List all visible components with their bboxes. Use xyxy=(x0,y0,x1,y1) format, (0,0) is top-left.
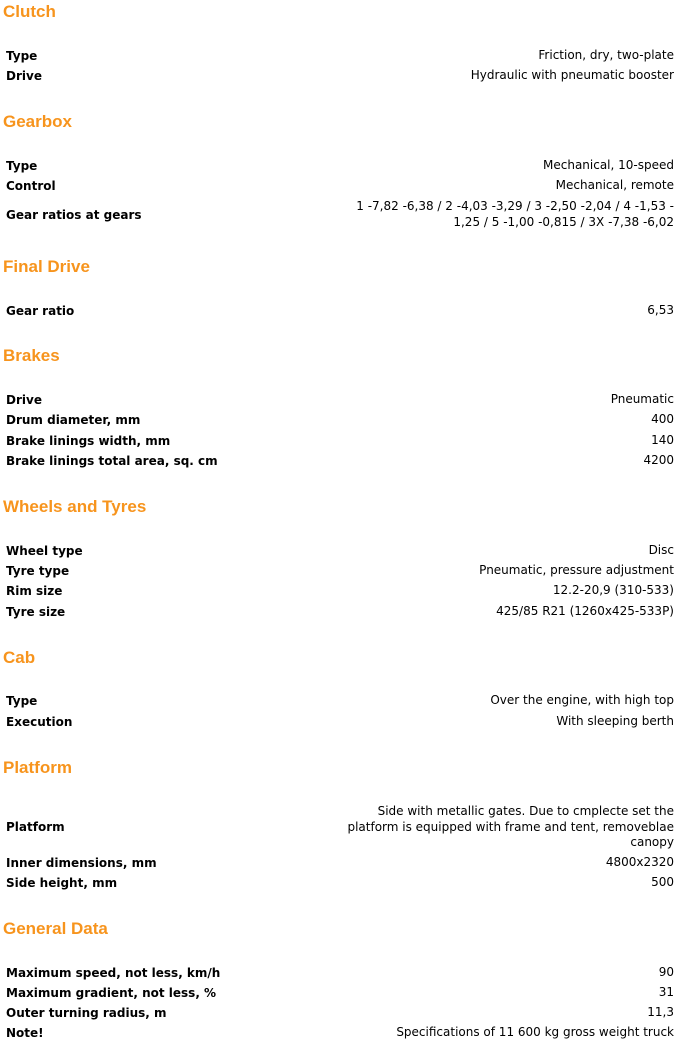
spec-label: Maximum speed, not less, km/h xyxy=(6,966,221,980)
spec-value: 500 xyxy=(651,875,674,890)
spec-row xyxy=(6,199,674,230)
spec-row xyxy=(6,1005,674,1021)
spec-value-line: canopy xyxy=(630,835,674,849)
spec-value: Disc xyxy=(648,543,674,558)
spec-label: Gear ratios at gears xyxy=(6,207,142,222)
spec-value: 6,53 xyxy=(647,303,674,318)
spec-value xyxy=(347,804,674,851)
spec-value: 4200 xyxy=(643,453,674,468)
spec-row xyxy=(6,1025,674,1041)
spec-value: 12.2-20,9 (310-533) xyxy=(552,583,674,598)
spec-value: With sleeping berth xyxy=(556,714,674,729)
spec-row xyxy=(6,985,674,1001)
section-title-cab: Cab xyxy=(3,648,36,667)
spec-row xyxy=(6,48,674,64)
spec-row xyxy=(6,604,674,620)
spec-value: 140 xyxy=(651,433,674,448)
spec-row xyxy=(6,875,674,891)
spec-row xyxy=(6,68,674,84)
spec-label: Drive xyxy=(6,393,42,407)
section-title-wheels-tyres: Wheels and Tyres xyxy=(3,497,147,516)
spec-label: Rim size xyxy=(6,584,63,598)
spec-value: Hydraulic with pneumatic booster xyxy=(470,68,674,83)
spec-row xyxy=(6,563,674,579)
spec-label: Gear ratio xyxy=(6,304,75,318)
spec-label: Wheel type xyxy=(6,544,83,558)
spec-label: Drive xyxy=(6,69,42,83)
section-title-general-data: General Data xyxy=(3,919,108,938)
spec-row xyxy=(6,965,674,981)
spec-label: Platform xyxy=(6,820,65,835)
section-title-brakes: Brakes xyxy=(3,346,60,365)
spec-row xyxy=(6,433,674,449)
section-title-clutch: Clutch xyxy=(3,2,56,21)
spec-label: Note! xyxy=(6,1026,44,1040)
spec-row xyxy=(6,693,674,709)
spec-value-line: platform is equipped with frame and tent, removeblae xyxy=(347,819,674,834)
spec-label: Brake linings width, mm xyxy=(6,434,171,448)
spec-row xyxy=(6,714,674,730)
spec-label: Type xyxy=(6,694,38,708)
spec-label: Type xyxy=(6,159,38,173)
spec-row xyxy=(6,412,674,428)
section-title-gearbox: Gearbox xyxy=(3,112,72,131)
spec-value: 11,3 xyxy=(647,1005,674,1020)
spec-row xyxy=(6,303,674,319)
spec-value-line: 1,25 / 5 -1,00 -0,815 / 3X -7,38 -6,02 xyxy=(453,214,674,229)
spec-row xyxy=(6,453,674,469)
spec-value: Mechanical, 10-speed xyxy=(543,158,674,173)
spec-row xyxy=(6,855,674,871)
spec-value: 31 xyxy=(658,985,674,1000)
spec-value: Over the engine, with high top xyxy=(490,693,674,708)
spec-value: 90 xyxy=(658,965,674,980)
spec-label: Tyre type xyxy=(6,564,70,578)
spec-row xyxy=(6,583,674,599)
spec-row xyxy=(6,178,674,194)
spec-value: 4800x2320 xyxy=(605,855,674,870)
spec-label: Side height, mm xyxy=(6,876,118,890)
spec-value: Pneumatic, pressure adjustment xyxy=(479,563,674,578)
section-title-final-drive: Final Drive xyxy=(3,257,90,276)
spec-value: Pneumatic xyxy=(610,392,674,407)
spec-row xyxy=(6,392,674,408)
spec-label: Control xyxy=(6,179,56,193)
spec-label: Brake linings total area, sq. cm xyxy=(6,454,218,468)
spec-value: Mechanical, remote xyxy=(555,178,674,193)
spec-row xyxy=(6,543,674,559)
spec-label: Maximum gradient, not less, % xyxy=(6,986,217,1000)
spec-value-line: Side with metallic gates. Due to cmplecte set the xyxy=(377,804,674,818)
spec-value: 425/85 R21 (1260x425-533P) xyxy=(496,604,674,619)
spec-label: Tyre size xyxy=(6,605,66,619)
spec-value: Friction, dry, two-plate xyxy=(538,48,674,63)
spec-label: Drum diameter, mm xyxy=(6,413,141,427)
spec-label: Type xyxy=(6,49,38,63)
spec-row xyxy=(6,804,674,851)
spec-label: Inner dimensions, mm xyxy=(6,856,157,870)
spec-label: Outer turning radius, m xyxy=(6,1006,167,1020)
spec-row xyxy=(6,158,674,174)
spec-value: 400 xyxy=(651,412,674,427)
section-title-platform: Platform xyxy=(3,758,72,777)
spec-label: Execution xyxy=(6,715,73,729)
spec-value-line: 1 -7,82 -6,38 / 2 -4,03 -3,29 / 3 -2,50 -2,04 / 4 -1,53 - xyxy=(356,199,674,213)
spec-value: Specifications of 11 600 kg gross weight truck xyxy=(396,1025,674,1040)
spec-value xyxy=(356,199,674,230)
